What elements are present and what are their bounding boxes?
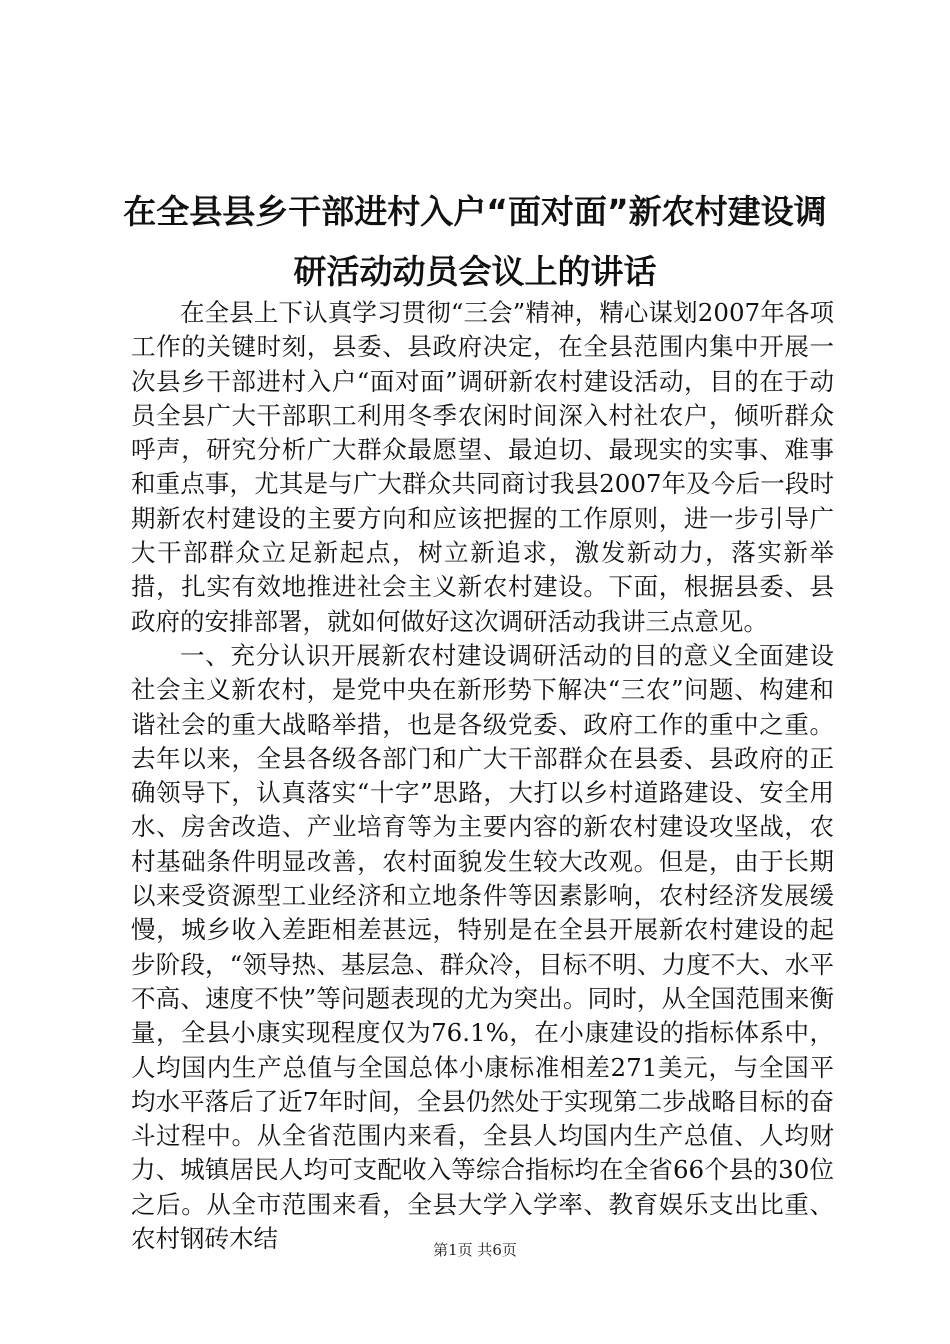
page-number-footer: 第1页 共6页 (433, 1241, 517, 1259)
document-body (131, 296, 834, 1256)
paragraph-intro: 在全县上下认真学习贯彻“三会”精神，精心谋划2007年各项工作的关键时刻，县委、县政府决定，在全县范围内集中开展一次县乡干部进村入户“面对面”调研新农村建设活动，目的在于动员全县广大干部职工利用冬季农闲时间深入村社农户，倾听群众呼声，研究分析广大群众最愿望、最迫切、最现实的实事、难事和重点事，尤其是与广大群众共同商讨我县2007年及今后一段时期新农村建设的主要方向和应该把握的工作原则，进一步引导广大干部群众立足新起点，树立新追求，激发新动力，落实新举措，扎实有效地推进社会主义新农村建设。下面，根据县委、县政府的安排部署，就如何做好这次调研活动我讲三点意见。 (131, 298, 834, 636)
paragraph-section-one: 一、充分认识开展新农村建设调研活动的目的意义全面建设社会主义新农村，是党中央在新形势下解决“三农”问题、构建和谐社会的重大战略举措，也是各级党委、政府工作的重中之重。去年以来，全县各级各部门和广大干部群众在县委、县政府的正确领导下，认真落实“十字”思路，大打以乡村道路建设、安全用水、房舍改造、产业培育等为主要内容的新农村建设攻坚战，农村基础条件明显改善，农村面貌发生较大改观。但是，由于长期以来受资源型工业经济和立地条件等因素影响，农村经济发展缓慢，城乡收入差距相差甚远，特别是在全县开展新农村建设的起步阶段，“领导热、基层急、群众冷，目标不明、力度不大、水平不高、速度不快”等问题表现的尤为突出。同时，从全国范围来衡量，全县小康实现程度仅为76.1%，在小康建设的指标体系中，人均国内生产总值与全国总体小康标准相差271美元，与全国平均水平落后了近7年时间，全县仍然处于实现第二步战略目标的奋斗过程中。从全省范围内来看，全县人均国内生产总值、人均财力、城镇居民人均可支配收入等综合指标均在全省66个县的30位之后。从全市范围来看，全县大学入学率、教育娱乐支出比重、农村钢砖木结 (131, 640, 834, 1254)
document-title: 在全县县乡干部进村入户“面对面”新农村建设调研活动动员会议上的讲话 (123, 192, 827, 291)
